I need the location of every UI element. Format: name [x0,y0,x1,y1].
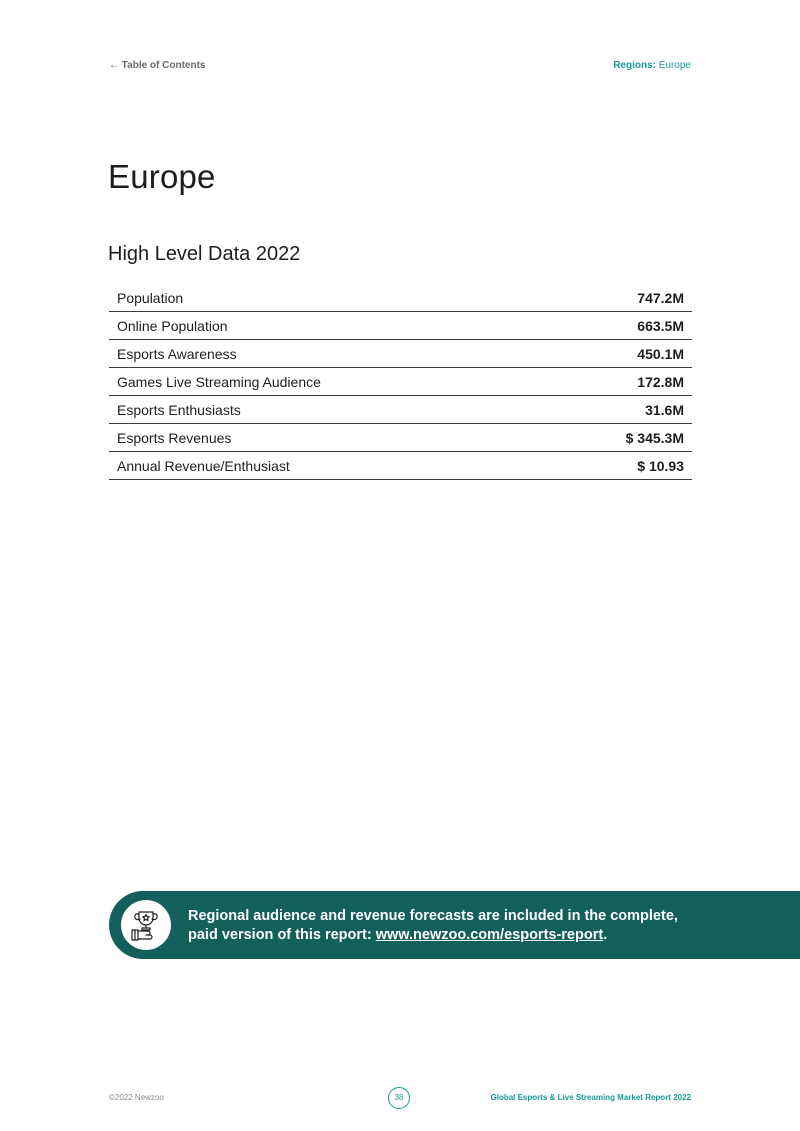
table-of-contents-link[interactable]: ← Table of Contents [109,60,206,71]
page-title: Europe [108,158,216,195]
banner-text [188,907,678,945]
table-row [109,340,692,368]
row-label: Esports Revenues [109,424,545,452]
banner-line-2 [188,926,678,945]
table-row [109,284,692,312]
copyright: ©2022 Newzoo [109,1093,164,1102]
row-value: $ 345.3M [545,424,692,452]
row-label: Esports Awareness [109,340,545,368]
row-value: 450.1M [545,340,692,368]
table-row [109,368,692,396]
trophy-hand-icon [121,900,171,950]
report-link[interactable]: www.newzoo.com/esports-report [375,927,604,943]
top-navigation [109,60,691,74]
row-value: 663.5M [545,312,692,340]
banner-line-2-prefix: paid version of this report: [188,927,376,943]
table-row [109,424,692,452]
high-level-data-table [109,284,692,480]
row-label: Games Live Streaming Audience [109,368,545,396]
row-value: $ 10.93 [545,452,692,480]
row-label: Annual Revenue/Enthusiast [109,452,545,480]
row-label: Population [109,284,545,312]
section-breadcrumb-value: Europe [658,60,691,71]
page-footer [109,1087,691,1109]
banner-line-1: Regional audience and revenue forecasts are included in the complete, [188,908,678,924]
table-row [109,312,692,340]
row-value: 747.2M [545,284,692,312]
table-row [109,452,692,480]
section-breadcrumb [613,60,691,71]
banner-line-2-suffix: . [603,927,608,943]
table-row [109,396,692,424]
row-value: 31.6M [545,396,692,424]
report-title: Global Esports & Live Streaming Market Report 2022 [490,1093,691,1102]
row-label: Esports Enthusiasts [109,396,545,424]
page-number: 38 [388,1087,410,1109]
forecast-banner [109,891,800,959]
section-breadcrumb-label: Regions: [613,60,656,71]
row-value: 172.8M [545,368,692,396]
section-heading: High Level Data 2022 [108,243,301,265]
row-label: Online Population [109,312,545,340]
